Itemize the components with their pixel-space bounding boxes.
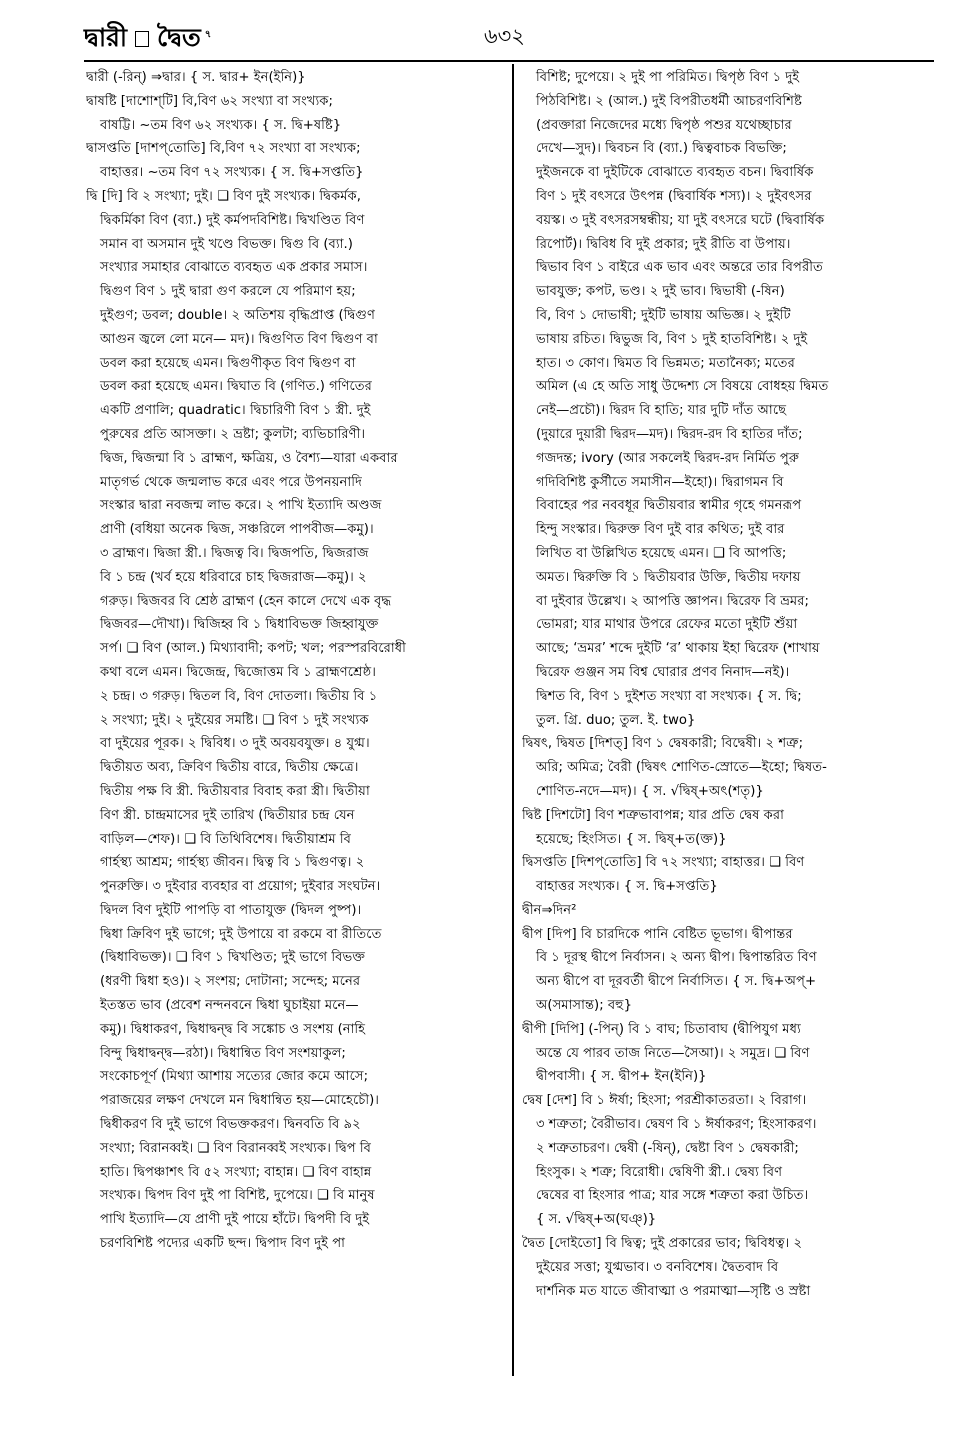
line-text: আছে; ‘ভ্রমর’ শব্দে দুইটি ‘র’ থাকায় ইহা দ্বিরেফ (শাখায় bbox=[536, 641, 820, 657]
line-text: বাষট্টি। ~তম বিণ ৬২ সংখ্যক। { স. দ্বি+ষষ্টি} bbox=[100, 117, 342, 133]
line-text: গজদন্ত; ivory (আর সকলেই দ্বিরদ-রদ নির্মিত পুরু bbox=[536, 450, 799, 466]
line-text: পুনরুক্তি। ৩ দুইবার ব্যবহার বা প্রয়োগ; দুইবার সংঘটন। bbox=[100, 879, 381, 895]
dictionary-line bbox=[86, 899, 504, 923]
dictionary-line bbox=[86, 1232, 504, 1256]
line-text: সর্প। ❑ বিণ (আল.) মিথ্যাবাদী; কপট; খল; পরস্পরবিরোধী bbox=[100, 641, 406, 657]
line-text: সংখ্যার সমাহার বোঝাতে ব্যবহৃত এক প্রকার সমাস। bbox=[100, 260, 368, 276]
dictionary-line bbox=[522, 685, 940, 709]
column-divider bbox=[512, 64, 514, 1376]
line-text: দ্বিগুণ বিণ ১ দুই দ্বারা গুণ করলে যে পরিমাণ হয়; bbox=[100, 284, 356, 300]
header-rule bbox=[84, 60, 934, 62]
dictionary-line bbox=[86, 256, 504, 280]
line-text: দ্বাষষ্টি [দাশোশ্‌টি] বি,বিণ ৬২ সংখ্যা বা সংখ্যক; bbox=[86, 93, 333, 109]
line-text: বয়স্ক। ৩ দুই বৎসরসম্বন্ধীয়; যা দুই বৎসরে ঘটে (দ্বিবার্ষিক bbox=[536, 212, 825, 228]
guide-word-last: দ্বৈত bbox=[157, 23, 201, 52]
line-text: পাখি ইত্যাদি—যে প্রাণী দুই পায়ে হাঁটে। দ্বিপদী বি দুই bbox=[100, 1212, 370, 1228]
dictionary-line bbox=[86, 352, 504, 376]
dictionary-line bbox=[86, 1089, 504, 1113]
line-text: { স. √দ্বিষ্+অ(ঘঞ্)} bbox=[536, 1212, 657, 1228]
line-text: ভাবযুক্ত; কপট, ভণ্ড। ২ দুই ভাব। দ্বিভাষী (-ষিন) bbox=[536, 284, 785, 300]
line-text: বা দুইয়ের পূরক। ২ দ্বিবিধ। ৩ দুই অবয়বযুক্ত। ৪ যুগ্ম। bbox=[100, 736, 370, 752]
line-text: অমিল (এ হে অতি সাধু উদ্দেশ্য সে বিষয়ে বোধহয় দ্বিমত bbox=[536, 379, 829, 395]
line-text: দ্বারী (-রিন্) ⇒দ্বার। { স. দ্বার+ ইন(ইনি)} bbox=[86, 70, 306, 85]
line-text: ৩ শত্রুতা; বৈরীভাব। দ্বেষণ বি ১ ঈর্ষাকরণ; হিংসাকরণ। bbox=[536, 1117, 817, 1133]
dictionary-line bbox=[86, 114, 504, 138]
line-text: বি, বিণ ১ দোভাষী; দুইটি ভাষায় অভিজ্ঞ। ২ দুইটি bbox=[536, 307, 791, 323]
dictionary-line bbox=[86, 185, 504, 209]
line-text: বি ১ চন্দ্র (খর্ব হয়ে ধরিবারে চাহ দ্বিজরাজ—কমু)। ২ bbox=[100, 569, 367, 585]
dictionary-line bbox=[86, 137, 504, 161]
dictionary-line bbox=[522, 352, 940, 376]
dictionary-line bbox=[522, 494, 940, 518]
line-text: সংস্কার দ্বারা নবজন্ম লাভ করে। ২ পাখি ইত্যাদি অণ্ডজ bbox=[100, 498, 382, 514]
dictionary-line bbox=[522, 1161, 940, 1185]
line-text: মাতৃগর্ভ থেকে জন্মলাভ করে এবং পরে উপনয়নাদি bbox=[100, 474, 362, 490]
line-text: ডবল করা হয়েছে এমন। দ্বিঘাত বি (গণিত.) গণিতের bbox=[100, 379, 372, 395]
dictionary-line bbox=[522, 899, 940, 923]
dictionary-line bbox=[86, 1161, 504, 1185]
line-text: দ্বিজ, দ্বিজন্মা বি ১ ব্রাহ্মণ, ক্ষত্রিয়, ও বৈশ্য—যারা একবার bbox=[100, 450, 398, 466]
dictionary-line bbox=[522, 994, 940, 1018]
line-text: দ্বিষ্ট [দিশটো] বিণ শত্রুভাবাপন্ন; যার প্রতি দ্বেষ করা bbox=[522, 807, 784, 823]
line-text: দ্বিরেফ গুঞ্জন সম বিশ্ব ঘোরার প্রণব নিনাদ—নই)। bbox=[536, 664, 790, 680]
dictionary-line bbox=[522, 1042, 940, 1066]
line-text: ২ চন্দ্র। ৩ গরুড়। দ্বিতল বি, বিণ দোতলা। দ্বিতীয় বি ১ bbox=[100, 688, 378, 704]
dictionary-line bbox=[522, 661, 940, 685]
dictionary-line bbox=[522, 375, 940, 399]
dictionary-line bbox=[522, 923, 940, 947]
dictionary-line bbox=[86, 994, 504, 1018]
dictionary-line bbox=[522, 137, 940, 161]
line-text: ডবল করা হয়েছে এমন। দ্বিগুণীকৃত বিণ দ্বিগুণ বা bbox=[100, 355, 356, 371]
line-text: দ্বিষৎ, দ্বিষত [দিশত্] বিণ ১ দ্বেষকারী; বিদ্বেষী। ২ শত্রু; bbox=[522, 736, 804, 752]
dictionary-line bbox=[86, 328, 504, 352]
dictionary-line bbox=[86, 90, 504, 114]
dictionary-line bbox=[86, 209, 504, 233]
line-text: কথা বলে এমন। দ্বিজেন্দ্র, দ্বিজোত্তম বি ১ ব্রাহ্মণশ্রেষ্ঠ। bbox=[100, 664, 376, 680]
dictionary-line bbox=[522, 946, 940, 970]
dictionary-line bbox=[86, 1137, 504, 1161]
dictionary-line bbox=[86, 970, 504, 994]
dictionary-line bbox=[522, 709, 940, 733]
dictionary-line bbox=[522, 732, 940, 756]
line-text: দ্বীন⇒দিন² bbox=[522, 902, 577, 918]
dictionary-line bbox=[86, 613, 504, 637]
dictionary-line bbox=[86, 399, 504, 423]
line-text: রিপোর্ট)। দ্বিবিধ বি দুই প্রকার; দুই রীতি বা উপায়। bbox=[536, 236, 791, 252]
left-column bbox=[86, 66, 504, 1256]
dictionary-line bbox=[86, 709, 504, 733]
guide-words bbox=[84, 18, 211, 61]
line-text: হিংসুক। ২ শত্রু; বিরোধী। দ্বেষিণী স্ত্রী.। দ্বেষ্য বিণ bbox=[536, 1164, 783, 1180]
line-text: বিন্দু দ্বিধাদ্বন্দ্ব—রঠা)। দ্বিধান্বিত বিণ সংশয়াকুল; bbox=[100, 1045, 346, 1061]
dictionary-line bbox=[522, 399, 940, 423]
line-text: দ্বৈত [দোইতো] বি দ্বিত্ব; দুই প্রকারের ভাব; দ্বিবিধত্ব। ২ bbox=[522, 1236, 803, 1252]
line-text: বিণ ১ দুই বৎসরে উৎপন্ন (দ্বিবার্ষিক শস্য)। ২ দুইবৎসর bbox=[536, 188, 812, 204]
line-text: বিণ স্ত্রী. চান্দ্রমাসের দুই তারিখ (দ্বিতীয়ার চন্দ্র যেন bbox=[100, 807, 355, 823]
line-text: দেখে—সুদ)। দ্বিবচন বি (ব্যা.) দ্বিত্ববাচক বিভক্তি; bbox=[536, 141, 787, 157]
dictionary-line bbox=[86, 1018, 504, 1042]
line-text: বি ১ দূরস্থ দ্বীপে নির্বাসন। ২ অন্য দ্বীপ। দ্বিপান্তরিত বিণ bbox=[536, 950, 817, 966]
line-text: অন্য দ্বীপে বা দূরবর্তী দ্বীপে নির্বাসিত। { স. দ্বি+অপ্+ bbox=[536, 974, 817, 990]
dictionary-line bbox=[522, 970, 940, 994]
line-text: ভাষায় রচিত। দ্বিভুজ বি, বিণ ১ দুই হাতবিশিষ্ট। ২ দুই bbox=[536, 331, 808, 347]
dictionary-line bbox=[522, 780, 940, 804]
dictionary-line bbox=[86, 280, 504, 304]
line-text: ৩ ব্রাহ্মণ। দ্বিজা স্ত্রী.। দ্বিজত্ব বি। দ্বিজপতি, দ্বিজরাজ bbox=[100, 545, 369, 561]
dictionary-line bbox=[86, 661, 504, 685]
dictionary-line bbox=[522, 828, 940, 852]
dictionary-line bbox=[86, 756, 504, 780]
dictionary-line bbox=[522, 161, 940, 185]
dictionary-line bbox=[522, 851, 940, 875]
line-text: সংকোচপূর্ণ (মিথ্যা আশায় সত্যের জোর কমে আসে; bbox=[100, 1069, 369, 1085]
line-text: একটি প্রণালি; quadratic। দ্বিচারিণী বিণ ১ স্ত্রী. দুই bbox=[100, 403, 371, 419]
dictionary-line bbox=[86, 66, 504, 90]
dictionary-line bbox=[522, 233, 940, 257]
line-text: তুল. গ্রি. duo; তুল. ই. two} bbox=[536, 712, 696, 728]
line-text: (দ্বিধাবিভক্ত)। ❑ বিণ ১ দ্বিখণ্ডিত; দুই ভাগে বিভক্ত bbox=[100, 950, 366, 966]
line-text: বাহাত্তর সংখ্যক। { স. দ্বি+সপ্ততি} bbox=[536, 879, 718, 895]
line-text: দ্বি [দি] বি ২ সংখ্যা; দুই। ❑ বিণ দুই সংখ্যক। দ্বিকর্মক, bbox=[86, 188, 361, 204]
dictionary-line bbox=[86, 494, 504, 518]
separator-box-icon bbox=[135, 31, 149, 47]
dictionary-line bbox=[86, 233, 504, 257]
line-text: দুইজনকে বা দুইটিকে বোঝাতে ব্যবহৃত বচন। দ্বিবার্ষিক bbox=[536, 165, 814, 181]
dictionary-line bbox=[522, 1113, 940, 1137]
line-text: বিবাহের পর নববধূর দ্বিতীয়বার স্বামীর গৃহে গমনরূপ bbox=[536, 498, 802, 514]
line-text: অ(সমাসান্ত); বহু} bbox=[536, 998, 632, 1014]
page-number: ৬৩২ bbox=[484, 24, 525, 48]
dictionary-line bbox=[86, 875, 504, 899]
dictionary-line bbox=[86, 804, 504, 828]
guide-mark: ৭ bbox=[204, 28, 212, 40]
line-text: দ্বিদল বিণ দুইটি পাপড়ি বা পাতাযুক্ত (দ্বিদল পুষ্প)। bbox=[100, 902, 362, 918]
line-text: হাত। ৩ কোণ। দ্বিমত বি ভিন্নমত; মতানৈক্য; মতের bbox=[536, 355, 795, 371]
dictionary-line bbox=[522, 90, 940, 114]
dictionary-line bbox=[522, 280, 940, 304]
dictionary-line bbox=[86, 946, 504, 970]
dictionary-line bbox=[86, 1065, 504, 1089]
dictionary-line bbox=[86, 542, 504, 566]
line-text: হিন্দু সংস্কার। দ্বিরুক্ত বিণ দুই বার কথিত; দুই বার bbox=[536, 522, 785, 538]
dictionary-line bbox=[86, 1184, 504, 1208]
line-text: ২ শত্রুতাচরণ। দ্বেষী (-ষিন্), দ্বেষ্টা বিণ ১ দ্বেষকারী; bbox=[536, 1140, 799, 1156]
line-text: শোণিত-নদে—মদ)। { স. √দ্বিষ্+অৎ(শতৃ)} bbox=[536, 783, 764, 799]
line-text: নেই—প্রচৌ)। দ্বিরদ বি হাতি; যার দুটি দাঁত আছে bbox=[536, 403, 787, 419]
page-header bbox=[84, 18, 934, 58]
line-text: লিখিত বা উল্লিখিত হয়েছে এমন। ❑ বি আপত্তি; bbox=[536, 545, 787, 561]
line-text: হয়েছে; হিংসিত। { স. দ্বিষ্+ত(ক্ত)} bbox=[536, 831, 727, 847]
dictionary-line bbox=[522, 518, 940, 542]
line-text: দ্বিধা ক্রিবিণ দুই ভাগে; দুই উপায়ে বা রকমে বা রীতিতে bbox=[100, 926, 382, 942]
line-text: দ্বিধীকরণ বি দুই ভাগে বিভক্তকরণ। দ্বিনবতি বি ৯২ bbox=[100, 1117, 361, 1133]
dictionary-line bbox=[86, 590, 504, 614]
dictionary-line bbox=[522, 590, 940, 614]
dictionary-line bbox=[86, 780, 504, 804]
line-text: দ্বিসপ্ততি [দিশপ্‌তোতি] বি ৭২ সংখ্যা; বাহাত্তর। ❑ বিণ bbox=[522, 855, 805, 871]
line-text: অন্তে যে পারব তাজ নিতে—সৈআ)। ২ সমুদ্র। ❑ বিণ bbox=[536, 1045, 810, 1061]
dictionary-line bbox=[522, 328, 940, 352]
line-text: অমত। দ্বিরুক্তি বি ১ দ্বিতীয়বার উক্তি, দ্বিতীয় দফায় bbox=[536, 569, 801, 585]
line-text: দ্বীপবাসী। { স. দ্বীপ+ ইন(ইনি)} bbox=[536, 1069, 707, 1085]
line-text: কমু)। দ্বিধাকরণ, দ্বিধাদ্বন্দ্ব বি সঙ্কোচ ও সংশয় (নাহি bbox=[100, 1021, 366, 1037]
dictionary-line bbox=[522, 114, 940, 138]
line-text: হাতি। দ্বিপঞ্চাশৎ বি ৫২ সংখ্যা; বাহান্ন। ❑ বিণ বাহান্ন bbox=[100, 1164, 372, 1180]
dictionary-line bbox=[86, 566, 504, 590]
dictionary-line bbox=[522, 804, 940, 828]
dictionary-line bbox=[86, 1208, 504, 1232]
line-text: সমান বা অসমান দুই খণ্ডে বিভক্ত। দ্বিগু বি (ব্যা.) bbox=[100, 236, 353, 252]
line-text: পরাজয়ের লক্ষণ দেখলে মন দ্বিধান্বিত হয়—মোহেচৌ)। bbox=[100, 1093, 380, 1109]
line-text: ভোমরা; যার মাথার উপরে রেফের মতো দুইটি শুঁয়া bbox=[536, 617, 798, 633]
dictionary-line bbox=[522, 423, 940, 447]
line-text: চরণবিশিষ্ট পদ্যের একটি ছন্দ। দ্বিপাদ বিণ দুই পা bbox=[100, 1236, 346, 1252]
line-text: দুইয়ের সত্তা; যুগ্মভাব। ৩ বনবিশেষ। দ্বৈতবাদ বি bbox=[536, 1259, 779, 1275]
dictionary-line bbox=[522, 471, 940, 495]
dictionary-line bbox=[86, 637, 504, 661]
line-text: সংখ্যা; বিরানব্বই। ❑ বিণ বিরানব্বই সংখ্যক। দ্বিপ বি bbox=[100, 1140, 371, 1156]
dictionary-line bbox=[522, 1280, 940, 1304]
line-text: সংখ্যক। দ্বিপদ বিণ দুই পা বিশিষ্ট, দুপেয়ে। ❑ বি মানুষ bbox=[100, 1188, 375, 1204]
line-text: (ধরণী দ্বিধা হও)। ২ সংশয়; দোটানা; সন্দেহ; মনের bbox=[100, 974, 361, 990]
line-text: ২ সংখ্যা; দুই। ২ দুইয়ের সমষ্টি। ❑ বিণ ১ দুই সংখ্যক bbox=[100, 712, 369, 728]
dictionary-line bbox=[86, 304, 504, 328]
dictionary-line bbox=[86, 423, 504, 447]
line-text: গরুড়। দ্বিজবর বি শ্রেষ্ঠ ব্রাহ্মণ (হেন কালে দেখে এক বৃদ্ধ bbox=[100, 593, 392, 609]
dictionary-line bbox=[522, 1065, 940, 1089]
dictionary-line bbox=[86, 375, 504, 399]
dictionary-line bbox=[522, 304, 940, 328]
dictionary-line bbox=[86, 161, 504, 185]
line-text: পুরুষের প্রতি আসক্তা। ২ ভ্রষ্টা; কুলটা; ব্যভিচারিণী। bbox=[100, 426, 366, 442]
dictionary-line bbox=[522, 542, 940, 566]
dictionary-line bbox=[522, 756, 940, 780]
dictionary-line bbox=[522, 256, 940, 280]
line-text: দ্বিভাব বিণ ১ বাইরে এক ভাব এবং অন্তরে তার বিপরীত bbox=[536, 260, 823, 276]
line-text: আগুন জ্বলে লো মনে— মদ)। দ্বিগুণিত বিণ দ্বিগুণ বা bbox=[100, 331, 378, 347]
dictionary-line bbox=[86, 923, 504, 947]
line-text: বিশিষ্ট; দুপেয়ে। ২ দুই পা পরিমিত। দ্বিপৃষ্ঠ বিণ ১ দুই bbox=[536, 70, 800, 85]
line-text: দ্বিজবর—দৌখা)। দ্বিজিহ্ব বি ১ দ্বিধাবিভক্ত জিহ্বাযুক্ত bbox=[100, 617, 379, 633]
line-text: দ্বীপী [দিপি] (-পিন্) বি ১ বাঘ; চিতাবাঘ (দ্বীপিযুগ মধ্য bbox=[522, 1021, 801, 1037]
line-text: গার্হস্থ্য আশ্রম; গার্হস্থ্য জীবন। দ্বিত্ব বি ১ দ্বিগুণত্ব। ২ bbox=[100, 855, 365, 871]
dictionary-line bbox=[86, 851, 504, 875]
line-text: প্রাণী (বধিয়া অনেক দ্বিজ, সঞ্চরিলে পাপবীজ—কমু)। bbox=[100, 522, 374, 538]
dictionary-line bbox=[86, 518, 504, 542]
dictionary-line bbox=[86, 828, 504, 852]
line-text: দ্বিতীয় পক্ষ বি স্ত্রী. দ্বিতীয়বার বিবাহ করা স্ত্রী। দ্বিতীয়া bbox=[100, 783, 370, 799]
line-text: বা দুইবার উল্লেখ। ২ আপত্তি জ্ঞাপন। দ্বিরেফ বি ভ্রমর; bbox=[536, 593, 809, 609]
dictionary-line bbox=[522, 637, 940, 661]
dictionary-line bbox=[522, 613, 940, 637]
line-text: দ্বিতীয়ত অব্য, ক্রিবিণ দ্বিতীয় বারে, দ্বিতীয় ক্ষেত্রে। bbox=[100, 760, 359, 776]
line-text: গদিবিশিষ্ট কুর্সীতে সমাসীন—ইহো)। দ্বিরাগমন বি bbox=[536, 474, 784, 490]
line-text: বাড়িল—শেফ)। ❑ বি তিথিবিশেষ। দ্বিতীয়াশ্রম বি bbox=[100, 831, 351, 847]
dictionary-line bbox=[522, 447, 940, 471]
dictionary-line bbox=[522, 1232, 940, 1256]
line-text: দ্বেষ [দেশ] বি ১ ঈর্ষা; হিংসা; পরশ্রীকাতরতা। ২ বিরাগ। bbox=[522, 1093, 807, 1109]
dictionary-line bbox=[86, 471, 504, 495]
line-text: বাহাত্তর। ~তম বিণ ৭২ সংখ্যক। { স. দ্বি+সপ্ততি} bbox=[100, 165, 364, 181]
line-text: দ্বেষের বা হিংসার পাত্র; যার সঙ্গে শত্রুতা করা উচিত। bbox=[536, 1188, 809, 1204]
dictionary-line bbox=[522, 1018, 940, 1042]
line-text: দার্শনিক মত যাতে জীবাত্মা ও পরমাত্মা—সৃষ্টি ও স্রষ্টা bbox=[536, 1283, 811, 1299]
line-text: দ্বিকর্মিকা বিণ (ব্যা.) দুই কর্মপদবিশিষ্ট। দ্বিখণ্ডিত বিণ bbox=[100, 212, 365, 228]
line-text: দ্বাসপ্ততি [দাশপ্‌তোতি] বি,বিণ ৭২ সংখ্যা বা সংখ্যক; bbox=[86, 141, 361, 157]
dictionary-line bbox=[522, 875, 940, 899]
dictionary-line bbox=[522, 1089, 940, 1113]
dictionary-line bbox=[522, 185, 940, 209]
dictionary-line bbox=[522, 209, 940, 233]
dictionary-line bbox=[522, 1256, 940, 1280]
dictionary-line bbox=[522, 1137, 940, 1161]
line-text: ইতস্তত ভাব (প্রবেশ নন্দনবনে দ্বিধা ঘুচাইয়া মনে— bbox=[100, 998, 359, 1014]
line-text: দ্বীপ [দিপ] বি চারদিকে পানি বেষ্টিত ভূভাগ। দ্বীপান্তর bbox=[522, 926, 793, 942]
line-text: পিঠবিশিষ্ট। ২ (আল.) দুই বিপরীতধর্মী আচরণবিশিষ্ট bbox=[536, 93, 802, 109]
dictionary-line bbox=[86, 685, 504, 709]
right-column bbox=[522, 66, 940, 1303]
dictionary-line bbox=[86, 732, 504, 756]
dictionary-line bbox=[86, 447, 504, 471]
dictionary-line bbox=[522, 566, 940, 590]
dictionary-line bbox=[86, 1113, 504, 1137]
dictionary-line bbox=[522, 1208, 940, 1232]
dictionary-line bbox=[522, 1184, 940, 1208]
line-text: (প্রবক্তারা নিজেদের মধ্যে দ্বিপৃষ্ঠ পশুর যথেচ্ছাচার bbox=[536, 117, 792, 133]
line-text: দ্বিশত বি, বিণ ১ দুইশত সংখ্যা বা সংখ্যক। { স. দ্বি; bbox=[536, 688, 802, 704]
line-text: (দুয়ারে দুয়ারী দ্বিরদ—মদ)। দ্বিরদ-রদ বি হাতির দাঁত; bbox=[536, 426, 803, 442]
dictionary-line bbox=[522, 66, 940, 90]
guide-word-first: দ্বারী bbox=[84, 23, 128, 52]
line-text: অরি; অমিত্র; বৈরী (দ্বিষৎ শোণিত-স্রোতে—ইহো; দ্বিষত- bbox=[536, 760, 827, 776]
line-text: দুইগুণ; ডবল; double। ২ অতিশয় বৃদ্ধিপ্রাপ্ত (দ্বিগুণ bbox=[100, 307, 375, 323]
dictionary-line bbox=[86, 1042, 504, 1066]
